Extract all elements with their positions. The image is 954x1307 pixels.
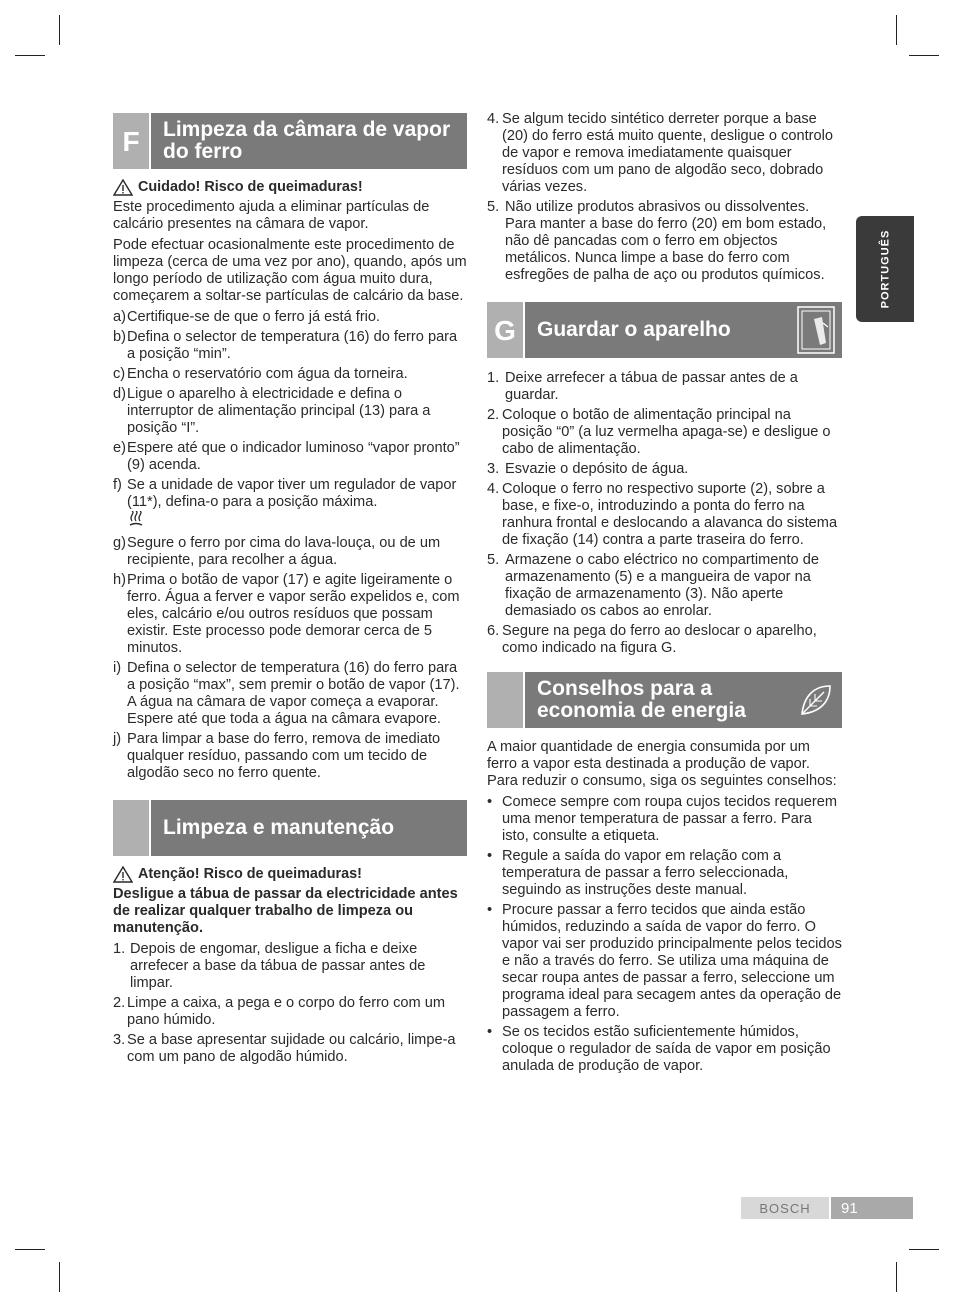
crop-mark — [59, 15, 60, 45]
section-g-steps — [487, 370, 842, 657]
section-f-letter: F — [113, 113, 151, 169]
section-f-warning — [113, 179, 467, 196]
energy-tab — [487, 672, 525, 728]
crop-mark — [896, 15, 897, 45]
cleaning-header — [113, 800, 467, 856]
list-item: h) Prima o botão de vapor (17) e agite ligeiramente o ferro. Água a ferver e vapor serão expelidos e, com eles, calcário e/ou outros resíduos que possam existir. Este processo pode demorar cerca de 5 minutos. — [113, 572, 460, 656]
steam-max-icon — [127, 511, 145, 527]
cleaning-notice: Desligue a tábua de passar da electricidade antes de realizar qualquer trabalho de limpeza ou manutenção. — [113, 886, 458, 936]
section-f-header — [113, 113, 467, 169]
crop-mark — [909, 1249, 939, 1250]
section-f-title: Limpeza da câmara de vapor do ferro — [163, 118, 451, 163]
cleaning-steps-continued — [487, 111, 842, 284]
list-item: 6. Segure na pega do ferro ao deslocar o aparelho, como indicado na figura G. — [487, 623, 817, 656]
warning-icon — [113, 866, 133, 883]
list-item: d) Ligue o aparelho à electricidade e defina o interruptor de alimentação principal (13) para a posição “I”. — [113, 386, 431, 436]
cleaning-steps — [113, 941, 467, 1066]
section-g-header — [487, 302, 842, 358]
list-item: g) Segure o ferro por cima do lava-louça, ou de um recipiente, para recolher a água. — [113, 535, 441, 568]
list-item: b) Defina o selector de temperatura (16) do ferro para a posição “min”. — [113, 329, 458, 362]
energy-bullets — [487, 794, 842, 1075]
list-item: 3. Esvazie o depósito de água. — [487, 461, 689, 477]
list-item: e) Espere até que o indicador luminoso “vapor pronto” (9) acenda. — [113, 440, 460, 473]
list-item: 2. Coloque o botão de alimentação principal na posição “0” (a luz vermelha apaga-se) e desligue o cabo de alimentação. — [487, 407, 831, 457]
crop-mark — [59, 1262, 60, 1292]
list-item: • Procure passar a ferro tecidos que ainda estão húmidos, reduzindo a saída de vapor do ferro. O vapor vai ser produzido principalmente pelos tecidos e não a través do ferro. Se utiliza uma máquina de secar roupa antes de passar a ferro, seleccione um programa ideal para secagem antes da operação de passagem a ferro. — [487, 902, 842, 1020]
list-item: • Regule a saída do vapor em relação com a temperatura de passar a ferro seleccionada, seguindo as instruções deste manual. — [487, 848, 789, 898]
list-item: 4. Coloque o ferro no respectivo suporte (2), sobre a base, e fixe-o, introduzindo a ponta do ferro na ranhura frontal e deslocando a alavanca do sistema de fixação (14) contra a parte traseira do ferro. — [487, 481, 838, 548]
brand-label: BOSCH — [741, 1197, 829, 1219]
section-g-letter: G — [487, 302, 525, 358]
warning-text: Atenção! Risco de queimaduras! — [138, 866, 362, 882]
list-item: 5. Não utilize produtos abrasivos ou dissolventes. Para manter a base do ferro (20) em bom estado, não dê pancadas com o ferro em objectos metálicos. Nunca limpe a base do ferro com esfregões de palha de aço ou produtos químicos. — [487, 199, 827, 283]
language-tab — [856, 216, 914, 322]
section-g-title: Guardar o aparelho — [537, 318, 731, 341]
page-number: 91 — [831, 1197, 913, 1219]
paragraph: Este procedimento ajuda a eliminar partículas de calcário presentes na câmara de vapor. — [113, 199, 430, 232]
leaf-icon — [794, 676, 838, 724]
crop-mark — [15, 55, 45, 56]
cleaning-warning — [113, 866, 467, 883]
list-item: f) Se a unidade de vapor tiver um regulador de vapor (11*), defina-o para a posição máxima. — [113, 477, 467, 532]
energy-intro: A maior quantidade de energia consumida por um ferro a vapor esta destinada a produção de vapor. Para reduzir o consumo, siga os seguintes conselhos: — [487, 739, 837, 789]
list-item: 5. Armazene o cabo eléctrico no compartimento de armazenamento (5) e a mangueira de vapor na fixação de armazenamento (3). Não aperte demasiado os cabos ao enrolar. — [487, 552, 819, 619]
list-item: i) Defina o selector de temperatura (16) do ferro para a posição “max”, sem premir o botão de vapor (17). A água na câmara de vapor começa a evaporar. Espere até que toda a água na câmara evapore. — [113, 660, 460, 727]
section-f-steps — [113, 309, 467, 782]
list-item: a) Certifique-se de que o ferro já está frio. — [113, 309, 381, 325]
list-item: c) Encha o reservatório com água da torneira. — [113, 366, 408, 382]
crop-mark — [909, 55, 939, 56]
cleaning-tab — [113, 800, 151, 856]
energy-title: Conselhos para a economia de energia — [537, 677, 746, 722]
crop-mark — [15, 1249, 45, 1250]
list-item: j) Para limpar a base do ferro, remova de imediato qualquer resíduo, passando com um tecido de algodão seco no ferro quente. — [113, 731, 441, 781]
right-column — [487, 111, 842, 1078]
list-item: 1. Depois de engomar, desligue a ficha e deixe arrefecer a base da tábua de passar antes de limpar. — [113, 941, 426, 991]
list-item: • Se os tecidos estão suficientemente húmidos, coloque o regulador de saída de vapor em posição anulada de produção de vapor. — [487, 1024, 831, 1074]
energy-header — [487, 672, 842, 728]
warning-icon — [113, 179, 133, 196]
wardrobe-icon — [794, 306, 838, 354]
crop-mark — [896, 1262, 897, 1292]
warning-text: Cuidado! Risco de queimaduras! — [138, 179, 363, 195]
list-item: 4. Se algum tecido sintético derreter porque a base (20) do ferro está muito quente, desligue o controlo de vapor e remova imediatamente quaisquer resíduos com um pano de algodão seco, dobrado várias vezes. — [487, 111, 833, 195]
paragraph: Pode efectuar ocasionalmente este procedimento de limpeza (cerca de uma vez por ano), quando, após um longo período de utilização com água muito dura, começarem a soltar-se partículas de calcário da base. — [113, 237, 467, 304]
list-item: 3. Se a base apresentar sujidade ou calcário, limpe-a com um pano de algodão húmido. — [113, 1032, 456, 1065]
list-item: 2. Limpe a caixa, a pega e o corpo do ferro com um pano húmido. — [113, 995, 445, 1028]
list-item: 1. Deixe arrefecer a tábua de passar antes de a guardar. — [487, 370, 798, 403]
left-column — [113, 113, 467, 1069]
language-label: PORTUGUÊS — [879, 229, 891, 309]
page-footer — [741, 1197, 913, 1219]
list-item: • Comece sempre com roupa cujos tecidos requerem uma menor temperatura de passar a ferro. Para isto, consulte a etiqueta. — [487, 794, 837, 844]
cleaning-title: Limpeza e manutenção — [163, 816, 395, 839]
